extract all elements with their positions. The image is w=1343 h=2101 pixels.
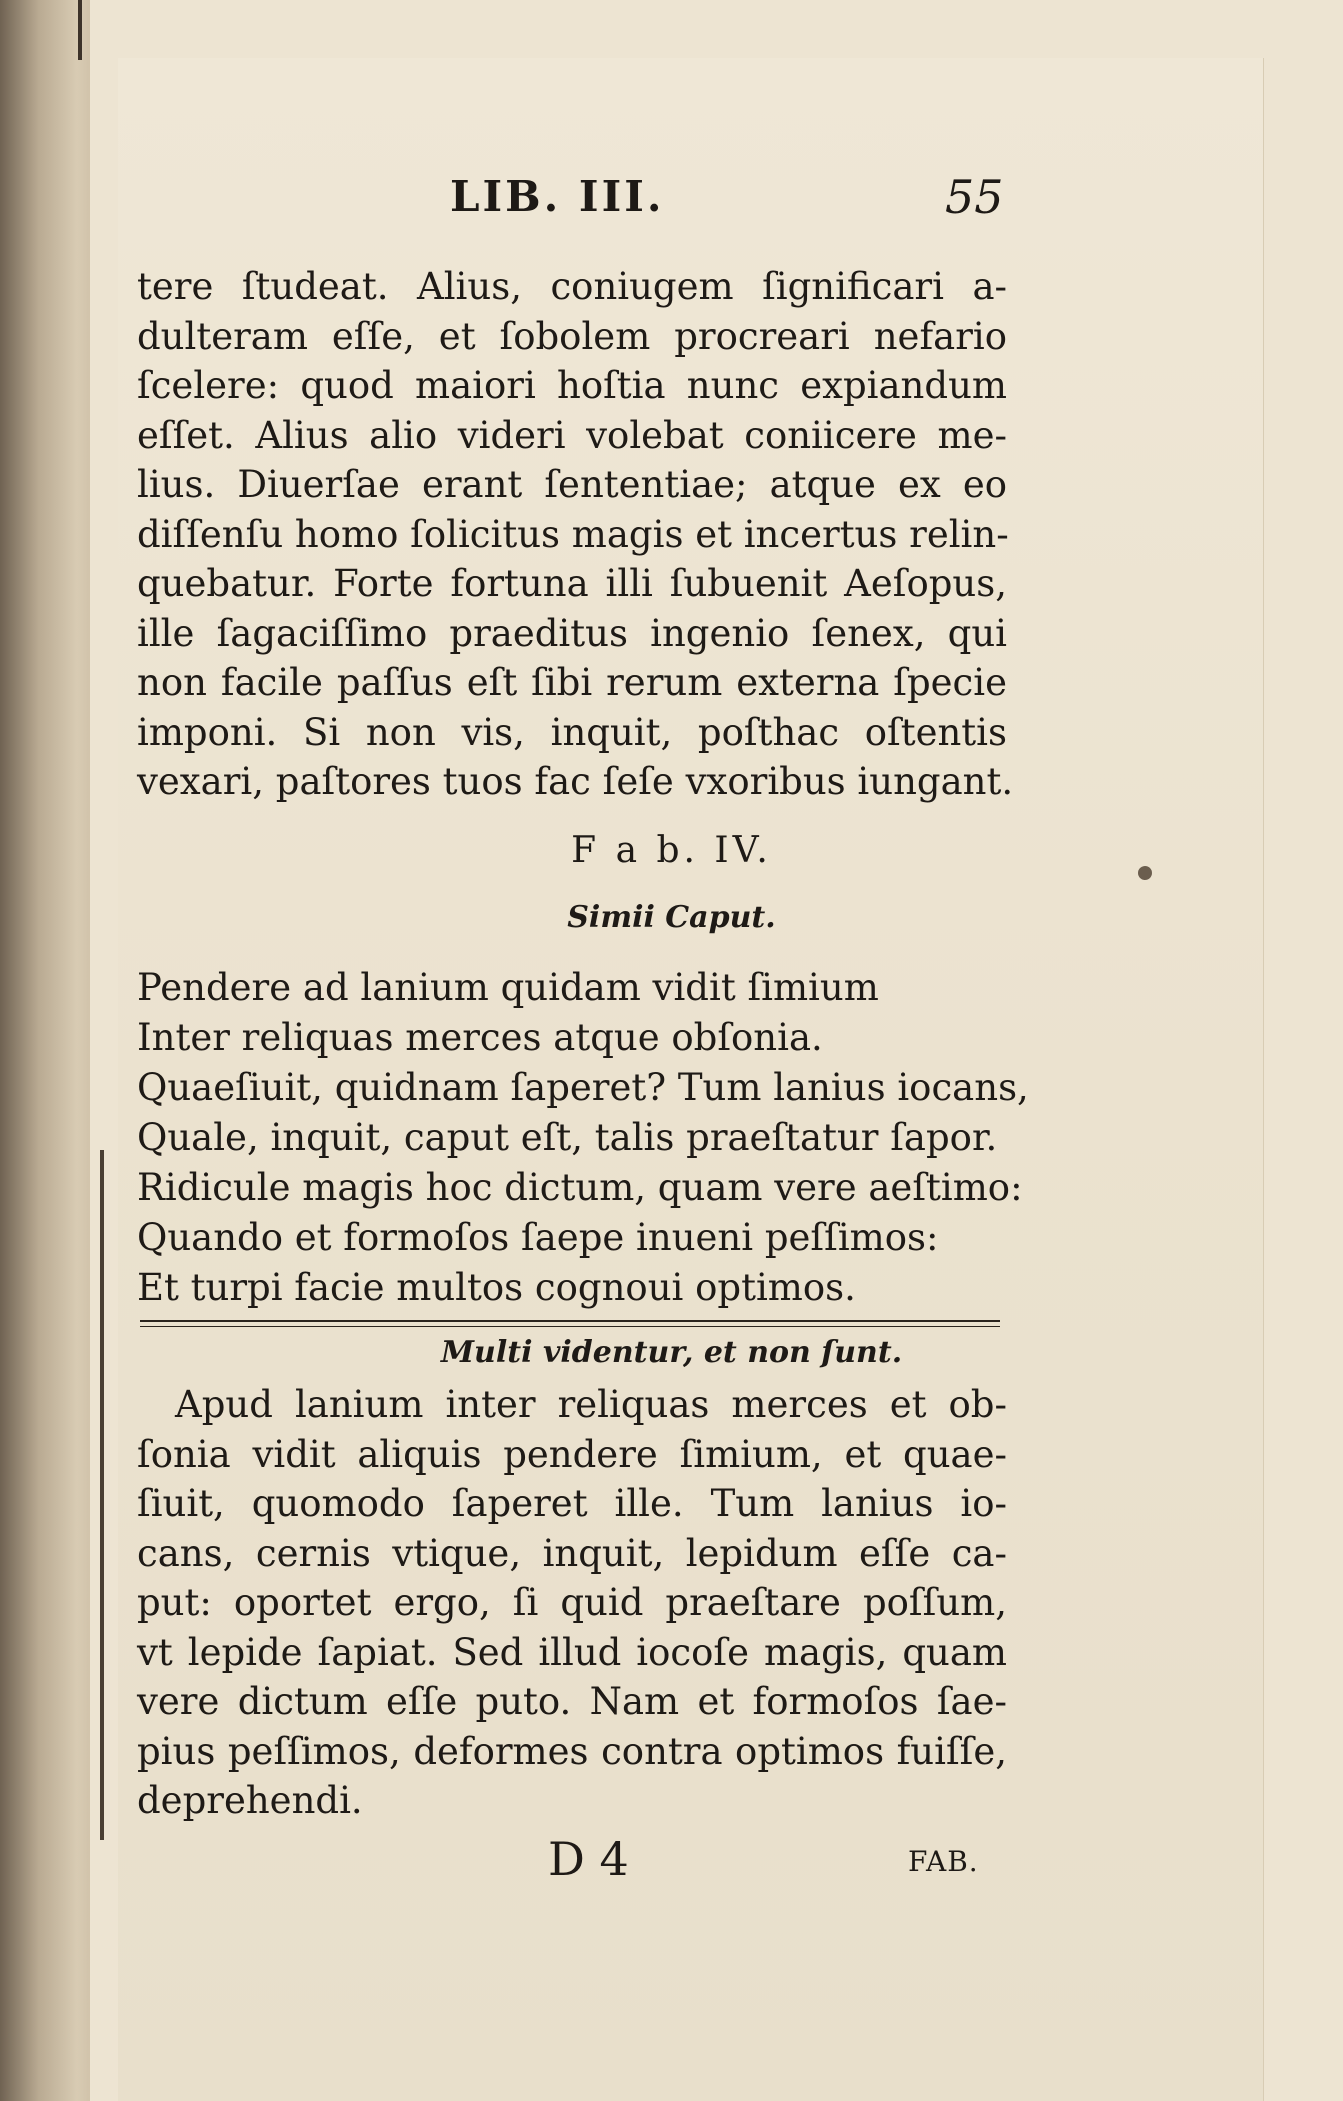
verse-block [137, 963, 1029, 1313]
signature-mark: D 4 [548, 1832, 629, 1886]
verse-line: Quaeſiuit, quidnam ſaperet? Tum lanius iocans, [137, 1066, 1029, 1109]
verse-line: Et turpi facie multos cognoui optimos. [137, 1266, 856, 1309]
prose-line: deprehendi. [137, 1779, 363, 1822]
prose-line: ille ſagaciſſimo praeditus ingenio ſenex, qui [137, 611, 1007, 655]
prose-line: lius. Diuerſae erant ſententiae; atque ex eo [137, 463, 1007, 506]
prose-line: imponi. Si non vis, inquit, poſthac oſtentis [137, 710, 1007, 754]
running-head: LIB. III. [450, 172, 665, 221]
prose-bottom [137, 1380, 1007, 1826]
verse-line: Ridicule magis hoc dictum, quam vere aeſtimo: [137, 1166, 1023, 1209]
prose-line: vexari, paſtores tuos fac ſeſe vxoribus iungant. [137, 760, 1014, 803]
prose-line: dulteram eſſe, et ſobolem procreari nefario [137, 314, 1007, 358]
spine-edge [78, 0, 82, 60]
prose-line: Apud lanium inter reliquas merces et ob- [175, 1383, 1007, 1426]
prose-line: eſſet. Alius alio videri volebat coniicere me- [137, 413, 1007, 457]
prose-line: ſiuit, quomodo ſaperet ille. Tum lanius io- [137, 1482, 1007, 1525]
prose-line: ſcelere: quod maiori hoſtia nunc expiandum [137, 364, 1007, 407]
prose-line: quebatur. Forte fortuna illi ſubuenit Aeſopus, [137, 562, 1007, 605]
prose-line: tere ſtudeat. Alius, coniugem ſignificari a- [137, 265, 1007, 308]
fable-title: F a b. IV. [571, 830, 772, 871]
spine-shadow [100, 1150, 104, 1840]
verse-line: Pendere ad lanium quidam vidit ſimium [137, 966, 879, 1009]
prose-line: cans, cernis vtique, inquit, lepidum eſſe ca- [137, 1531, 1007, 1575]
verse-line: Quando et formoſos ſaepe inueni peſſimos: [137, 1216, 939, 1259]
moral-title: Multi videntur, et non ſunt. [440, 1335, 903, 1370]
prose-line: pius peſſimos, deformes contra optimos fuiſſe, [137, 1729, 1007, 1773]
section-rule [140, 1320, 1000, 1322]
prose-line: diſſenſu homo ſolicitus magis et incertus relin- [137, 512, 1009, 556]
catchword: FAB. [908, 1845, 979, 1878]
verse-line: Inter reliquas merces atque obſonia. [137, 1016, 823, 1059]
prose-line: ſonia vidit aliquis pendere ſimium, et quae- [137, 1432, 1007, 1476]
prose-line: non facile paſſus eſt ſibi rerum externa ſpecie [137, 661, 1007, 704]
verse-line: Quale, inquit, caput eſt, talis praeſtatur ſapor. [137, 1116, 998, 1159]
prose-top [137, 262, 1014, 807]
section-rule-thin [140, 1326, 1000, 1327]
prose-line: vere dictum eſſe puto. Nam et formoſos ſae- [137, 1680, 1007, 1723]
page-number: 55 [945, 170, 1004, 224]
fable-subtitle: Simii Caput. [567, 900, 776, 935]
page-header [0, 172, 1343, 232]
margin-mark [1138, 866, 1152, 880]
prose-line: vt lepide ſapiat. Sed illud iocoſe magis, quam [137, 1630, 1007, 1674]
prose-line: put: oportet ergo, ſi quid praeſtare poſſum, [137, 1581, 1007, 1624]
